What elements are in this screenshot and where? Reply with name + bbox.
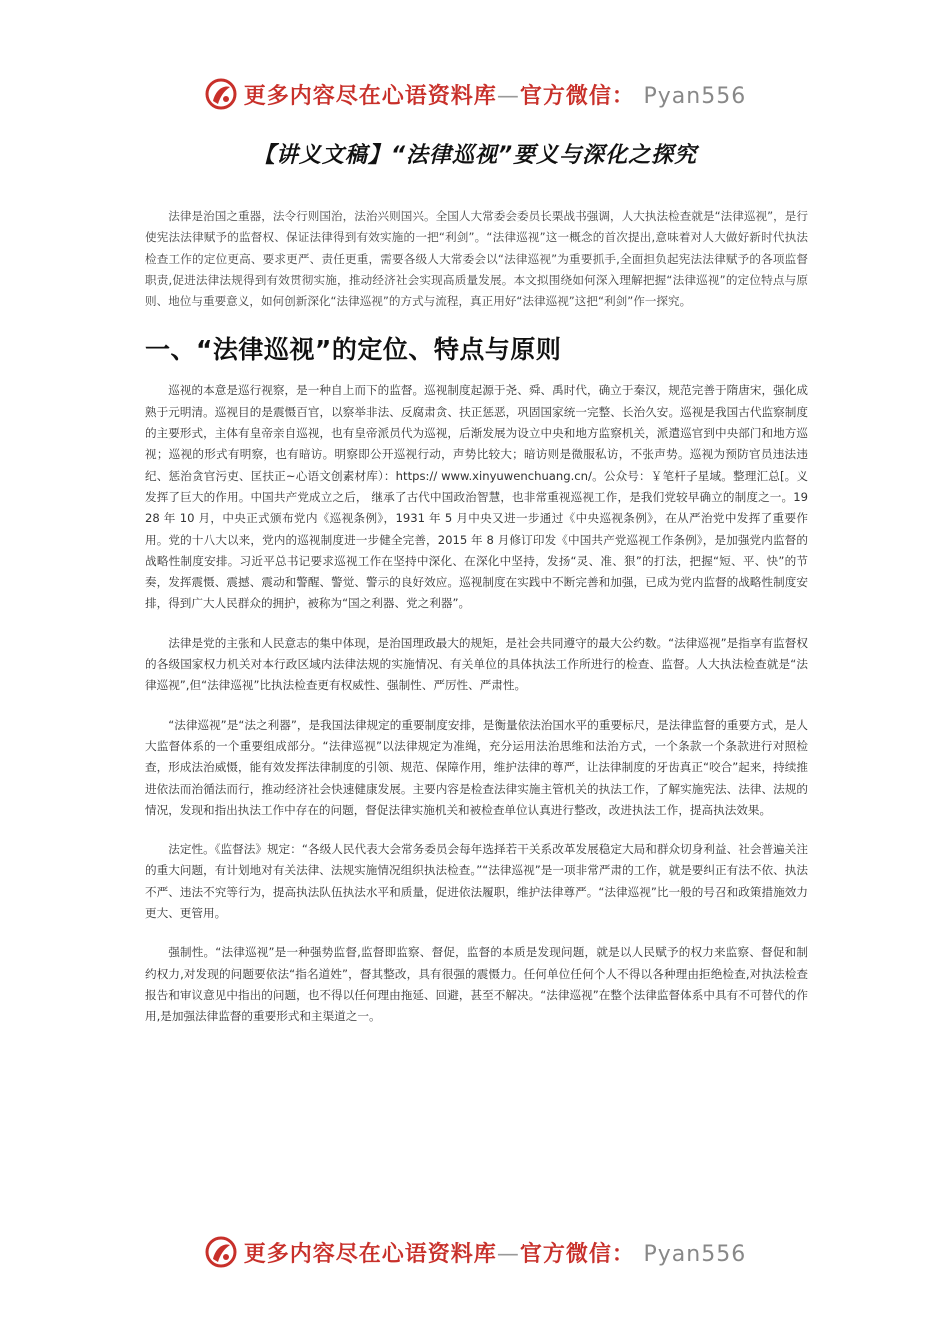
brand-logo-icon [204, 1235, 238, 1269]
body-paragraph: “法律巡视”是“法之利器”，是我国法律规定的重要制度安排，是衡量依法治国水平的重要标尺，是法律监督的重要方式，是人大监督体系的一个重要组成部分。“法律巡视”以法律规定为准绳，充分运用法治思维和法治方式，一个条款一个条款进行对照检查，形成法治威慑，能有效发挥法律制度的引领、规范、保障作用，维护法律的尊严，让法律制度的牙齿真正“咬合”起来，持续推进依法而治循法而行，推动经济社会快速健康发展。主要内容是检查法律实施主管机关的执法工作，了解实施宪法、法律、法规的情况，发现和指出执法工作中存在的问题，督促法律实施机关和被检查单位认真进行整改，改进执法工作，提高执法效果。 [145, 717, 808, 817]
document-title: 【讲义文稿】“法律巡视”要义与深化之探究 [252, 143, 698, 168]
body-paragraph: 强制性。“法律巡视”是一种强势监督,监督即监察、督促，监督的本质是发现问题，就是以人民赋予的权力来监察、督促和制约权力,对发现的问题要依法“指名道姓”，督其整改，具有很强的震慑力。任何单位任何个人不得以各种理由拒绝检查,对执法检查报告和审议意见中指出的问题，也不得以任何理由拖延、回避，甚至不解决。“法律巡视”在整个法律监督体系中具有不可替代的作用,是加强法律监督的重要形式和主渠道之一。 [145, 945, 808, 1024]
banner-main-text: 更多内容尽在心语资料库 [243, 83, 497, 109]
body-paragraph: 法律是党的主张和人民意志的集中体现，是治国理政最大的规矩，是社会共同遵守的最大公约数。“法律巡视”是指享有监督权的各级国家权力机关对本行政区域内法律法规的实施情况、有关单位的具体执法工作所进行的检查、监督。人大执法检查就是“法律巡视”,但“法律巡视”比执法检查更有权威性、强制性、严厉性、严肃性。 [145, 635, 808, 693]
intro-paragraph: 法律是治国之重器，法令行则国治，法治兴则国兴。全国人大常委会委员长栗战书强调，人大执法检查就是“法律巡视”，是行使宪法法律赋予的监督权、保证法律得到有效实施的一把“利剑”。“法律巡视”这一概念的首次提出,意味着对人大做好新时代执法检查工作的定位更高、要求更严、责任更重，需要各级人大常委会以“法律巡视”为重要抓手,全面担负起宪法法律赋予的各项监督职责,促进法律法规得到有效贯彻实施，推动经济社会实现高质量发展。本文拟围绕如何深入理解把握“法律巡视”的定位特点与原则、地位与重要意义，如何创新深化“法律巡视”的方式与流程，真正用好“法律巡视”这把“利剑”作一探究。 [145, 209, 808, 309]
section-heading: 一、“法律巡视”的定位、特点与原则 [145, 335, 562, 365]
banner-main-text: 更多内容尽在心语资料库 [243, 1241, 497, 1267]
body-paragraph: 法定性。《监督法》规定：“各级人民代表大会常务委员会每年选择若干关系改革发展稳定大局和群众切身利益、社会普遍关注的重大问题，有计划地对有关法律、法规实施情况组织执法检查。”“法律巡视”是一项非常严肃的工作，就是要纠正有法不依、执法不严、违法不究等行为，提高执法队伍执法水平和质量，促进依法履职，维护法律尊严。“法律巡视”比一般的号召和政策措施效力更大、更管用。 [145, 842, 808, 921]
banner-official-label: 官方微信： [519, 83, 635, 109]
document-body [145, 206, 808, 1046]
banner-text [244, 79, 746, 110]
banner-wechat-id: Pyan556 [643, 83, 747, 109]
banner-official-label: 官方微信： [519, 1241, 635, 1267]
banner-dash: — [496, 83, 520, 109]
body-paragraph: 巡视的本意是巡行视察，是一种自上而下的监督。巡视制度起源于尧、舜、禹时代，确立于秦汉，规范完善于隋唐宋，强化成熟于元明清。巡视目的是震慑百官，以察举非法、反腐肃贪、扶正惩恶，巩固国家统一完整、长治久安。巡视是我国古代监察制度的主要形式，主体有皇帝亲自巡视，也有皇帝派员代为巡视，后渐发展为设立中央和地方监察机关，派遣巡官到中央部门和地方巡视；巡视的形式有明察，也有暗访。明察即公开巡视行动，声势比较大；暗访则是微服私访，不张声势。巡视为预防官员违法违纪、惩治贪官污吏、匡扶正~心语文创素材库）：https:// www.xinyuwenchuang.cn/。公众号：￥笔杆子星域。整理汇总[。义发挥了巨大的作用。中国共产党成立之后， 继承了古代中国政治智慧，也非常重视巡视工作，是我们党较早确立的制度之一。1928 年 10 月，中央正式颁布党内《巡视条例》，1931 年 5 月中央又进一步通过《中央巡视条例》，在从严治党中发挥了重要作用。党的十八大以来，党内的巡视制度进一步健全完善，2015 年 8 月修订印发《中国共产党巡视工作条例》，是加强党内监督的战略性制度安排。习近平总书记要求巡视工作在坚持中深化、在深化中坚持，发扬“灵、准、狠”的打法，把握“短、平、快”的节奏，发挥震慑、震撼、震动和警醒、警觉、警示的良好效应。巡视制度在实践中不断完善和加强，已成为党内监督的战略性制度安排，得到广大人民群众的拥护，被称为“国之利器、党之利器”。 [145, 383, 808, 611]
footer-banner [0, 1232, 950, 1272]
banner-dash: — [496, 1241, 520, 1267]
banner-wechat-id: Pyan556 [643, 1241, 747, 1267]
banner-text [244, 1237, 746, 1268]
header-banner [0, 74, 950, 114]
brand-logo-icon [204, 77, 238, 111]
